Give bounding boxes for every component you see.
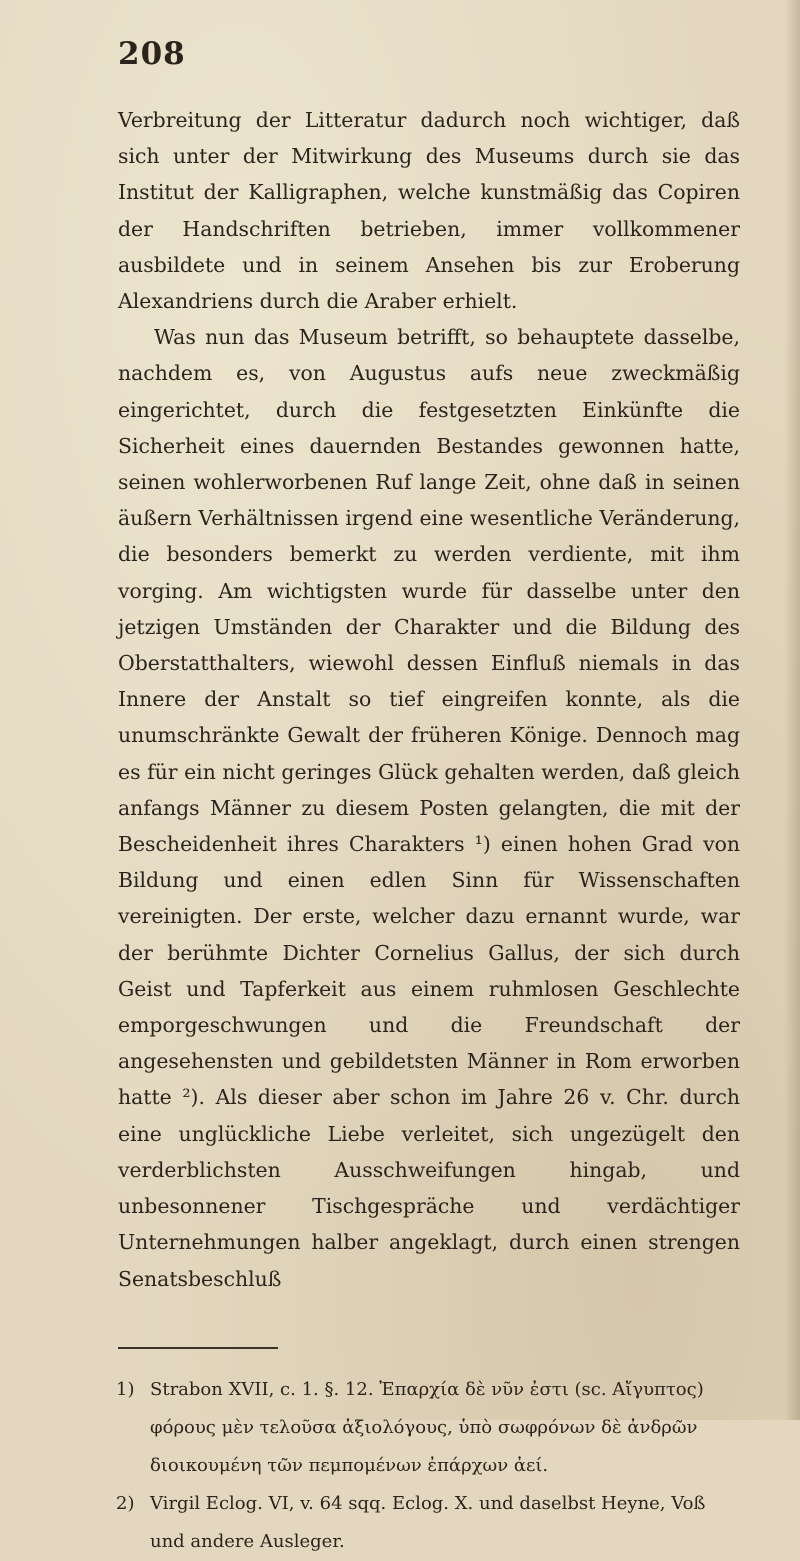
footnote — [116, 1371, 740, 1485]
footnote-text: Strabon XVII, c. 1. §. 12. Ἐπαρχία δὲ νῦν ἐστι (sc. Αἴγυπτος) φόρους μὲν τελοῦσα ἀξιολόγους, ὑπὸ σωφρόνων δὲ ἀνδρῶν διοικουμένη τῶν πεμπομένων ἐπάρχων ἀεί. — [150, 1378, 704, 1476]
page-number: 208 — [118, 36, 186, 72]
footnote-divider — [118, 1347, 278, 1349]
footnotes — [118, 1371, 740, 1561]
footnote-marker: 1) — [116, 1378, 135, 1400]
page-edge-shadow — [784, 0, 800, 1420]
body-text — [118, 102, 740, 1297]
footnote-marker: 2) — [116, 1492, 135, 1514]
footnote-text: Virgil Eclog. VI, v. 64 sqq. Eclog. X. und daselbst Heyne, Voß und andere Ausleger. — [150, 1492, 706, 1552]
paragraph: Verbreitung der Litteratur dadurch noch wichtiger, daß sich unter der Mitwirkung des Museums durch sie das Institut der Kalligraphen, welche kunstmäßig das Copiren der Handschriften betrieben, immer vollkommener ausbildete und in seinem Ansehen bis zur Eroberung Alexandriens durch die Araber erhielt. — [118, 108, 740, 314]
paragraph: Was nun das Museum betrifft, so behauptete dasselbe, nachdem es, von Augustus aufs neue zweckmäßig eingerichtet, durch die festgesetzten Einkünfte die Sicherheit eines dauernden Bestandes gewonnen hatte, seinen wohlerworbenen Ruf lange Zeit, ohne daß in seinen äußern Verhältnissen irgend eine wesentliche Veränderung, die besonders bemerkt zu werden verdiente, mit ihm vorging. Am wichtigsten wurde für dasselbe unter den jetzigen Umständen der Charakter und die Bildung des Oberstatthalters, wiewohl dessen Einfluß niemals in das Innere der Anstalt so tief eingreifen konnte, als die unumschränkte Gewalt der früheren Könige. Dennoch mag es für ein nicht geringes Glück gehalten werden, daß gleich anfangs Männer zu diesem Posten gelangten, die mit der Bescheidenheit ihres Charakters ¹) einen hohen Grad von Bildung und einen edlen Sinn für Wissenschaften vereinigten. Der erste, welcher dazu ernannt wurde, war der berühmte Dichter Cornelius Gallus, der sich durch Geist und Tapferkeit aus einem ruhmlosen Geschlechte emporgeschwungen und die Freundschaft der angesehensten und gebildetsten Männer in Rom erworben hatte ²). Als dieser aber schon im Jahre 26 v. Chr. durch eine unglückliche Liebe verleitet, sich ungezügelt den verderblichsten Ausschweifungen hingab, und unbesonnener Tischgespräche und verdächtiger Unternehmungen halber angeklagt, durch einen strengen Senatsbeschluß — [118, 325, 740, 1291]
footnote — [116, 1485, 740, 1561]
